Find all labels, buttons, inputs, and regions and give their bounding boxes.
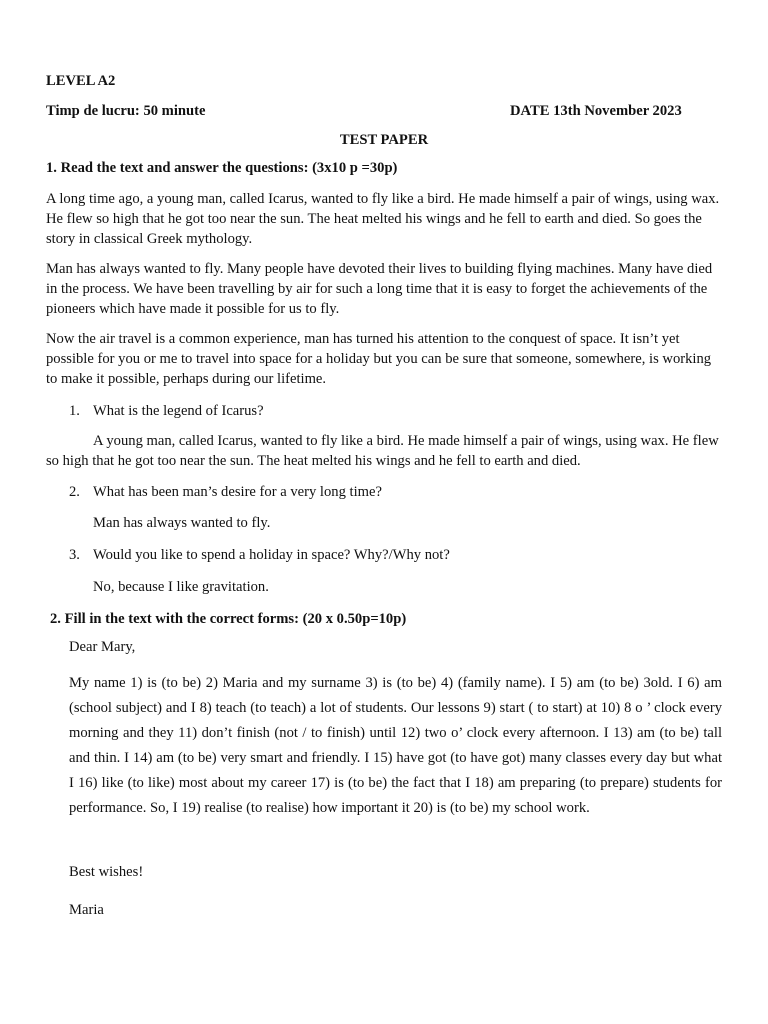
letter-signature: Maria — [69, 902, 104, 918]
answer-2: Man has always wanted to fly. — [93, 515, 271, 531]
level-label: LEVEL A2 — [46, 73, 116, 89]
section1-heading: 1. Read the text and answer the questions: (3x10 p =30p) — [46, 160, 398, 176]
question-number: 1. — [69, 403, 80, 419]
letter-body: My name 1) is (to be) 2) Maria and my surname 3) is (to be) 4) (family name). I 5) am (to be) 3old. I 6) am (school subject) and I 8) teach (to teach) a lot of students. Our lessons 9) start ( to start) at 10) 8 o ’ clock every morning and they 11) don’t finish (not / to finish) until 12) two o’ clock every afternoon. I 13) am (to be) tall and thin. I 14) am (to be) very smart and friendly. I 15) have got (to have got) many classes every day but what I 16) like (to like) most about my career 17) is (to be) the fact that I 18) am preparing (to prepare) students for performance. So, I 19) realise (to realise) how important it 20) is (to be) my school work. — [69, 675, 722, 816]
question-number: 3. — [69, 547, 80, 563]
question-2 — [69, 482, 719, 502]
question-1 — [69, 401, 719, 421]
question-text: What is the legend of Icarus? — [93, 403, 264, 419]
answer-1: A young man, called Icarus, wanted to fly like a bird. He made himself a pair of wings, using wax. He flew so high that he got too near the sun. The heat melted his wings and he fell to earth and died. — [46, 433, 719, 469]
question-number: 2. — [69, 484, 80, 500]
reading-paragraph-1: A long time ago, a young man, called Icarus, wanted to fly like a bird. He made himself a pair of wings, using wax. He flew so high that he got too near the sun. The heat melted his wings and he fell to earth and died. So goes the story in classical Greek mythology. — [46, 191, 720, 247]
section2-heading: 2. Fill in the text with the correct forms: (20 x 0.50p=10p) — [50, 611, 407, 627]
question-text: What has been man’s desire for a very long time? — [93, 484, 382, 500]
letter-closing: Best wishes! — [69, 864, 144, 880]
letter-greeting: Dear Mary, — [69, 639, 136, 655]
time-label: Timp de lucru: 50 minute — [46, 103, 206, 119]
question-3 — [69, 545, 719, 565]
question-text: Would you like to spend a holiday in space? Why?/Why not? — [93, 547, 450, 563]
answer-3: No, because I like gravitation. — [93, 579, 269, 595]
date-label: DATE 13th November 2023 — [510, 103, 682, 119]
reading-paragraph-3: Now the air travel is a common experience, man has turned his attention to the conquest of space. It isn’t yet possible for you or me to travel into space for a holiday but you can be sure that someone, somewhere, is working to make it possible, perhaps during our lifetime. — [46, 331, 712, 387]
reading-paragraph-2: Man has always wanted to fly. Many people have devoted their lives to building flying machines. Many have died in the process. We have been travelling by air for such a long time that it is easy to forget the achievements of the pioneers which have made it possible for us to fly. — [46, 261, 713, 317]
page-title: TEST PAPER — [339, 132, 429, 148]
